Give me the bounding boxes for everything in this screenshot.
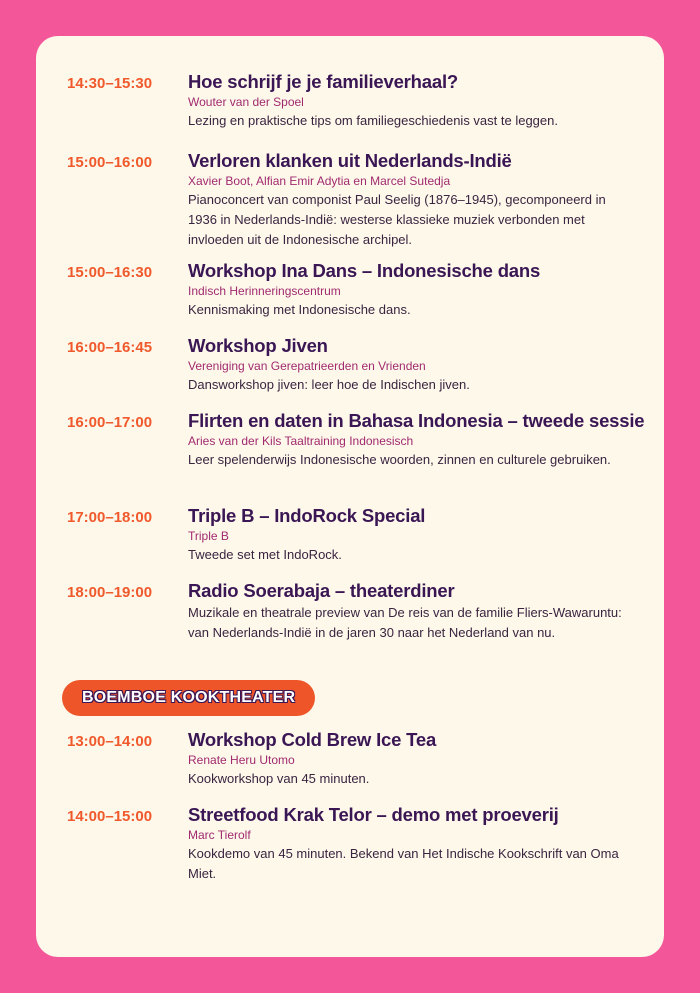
event-time: 14:30–15:30 [67,75,153,92]
event-speaker: Marc Tierolf [188,828,251,842]
event-title: Flirten en daten in Bahasa Indonesia – tweede sessie [188,410,645,431]
event-title: Workshop Cold Brew Ice Tea [188,729,437,750]
event-title: Workshop Jiven [188,335,328,356]
event-time: 16:00–16:45 [67,339,153,356]
event-time: 17:00–18:00 [67,509,153,526]
event-description: Pianoconcert van componist Paul Seelig (1876–1945), gecomponeerd in 1936 in Nederlands-Indië: westerse klassieke muziek verbonden met invloeden uit de Indonesische archipel. [188,192,606,247]
event-speaker: Renate Heru Utomo [188,753,295,767]
event-description: Kennismaking met Indonesische dans. [188,302,411,317]
program-card [36,36,664,957]
event-description: Dansworkshop jiven: leer hoe de Indischen jiven. [188,377,470,392]
event-title: Radio Soerabaja – theaterdiner [188,580,455,601]
event-title: Workshop Ina Dans – Indonesische dans [188,260,541,281]
event-description: Leer spelenderwijs Indonesische woorden, zinnen en culturele gebruiken. [188,452,611,467]
event-time: 15:00–16:00 [67,154,153,171]
event-time: 15:00–16:30 [67,264,153,281]
event-description: Tweede set met IndoRock. [188,547,342,562]
event-time: 18:00–19:00 [67,584,153,601]
event-speaker: Vereniging van Gerepatrieerden en Vrienden [188,359,426,373]
event-title: Verloren klanken uit Nederlands-Indië [188,150,512,171]
event-speaker: Indisch Herinneringscentrum [188,284,341,298]
event-speaker: Aries van der Kils Taaltraining Indonesisch [188,434,414,448]
event-description: Kookworkshop van 45 minuten. [188,771,370,786]
event-title: Streetfood Krak Telor – demo met proeverij [188,804,559,825]
event-title: Triple B – IndoRock Special [188,505,426,526]
event-time: 16:00–17:00 [67,414,153,431]
event-title: Hoe schrijf je je familieverhaal? [188,71,458,92]
event-description: Kookdemo van 45 minuten. Bekend van Het Indische Kookschrift van Oma Miet. [188,846,619,881]
event-description: Muzikale en theatrale preview van De reis van de familie Fliers-Wawaruntu: van Nederlands-Indië in de jaren 30 naar het Nederland van nu. [188,605,622,640]
section-badge: BOEMBOE KOOKTHEATER [62,680,315,716]
event-time: 13:00–14:00 [67,733,153,750]
event-speaker: Xavier Boot, Alfian Emir Adytia en Marcel Sutedja [188,174,451,188]
event-time: 14:00–15:00 [67,808,153,825]
event-speaker: Triple B [188,529,229,543]
event-speaker: Wouter van der Spoel [188,95,304,109]
event-description: Lezing en praktische tips om familiegeschiedenis vast te leggen. [188,113,558,128]
